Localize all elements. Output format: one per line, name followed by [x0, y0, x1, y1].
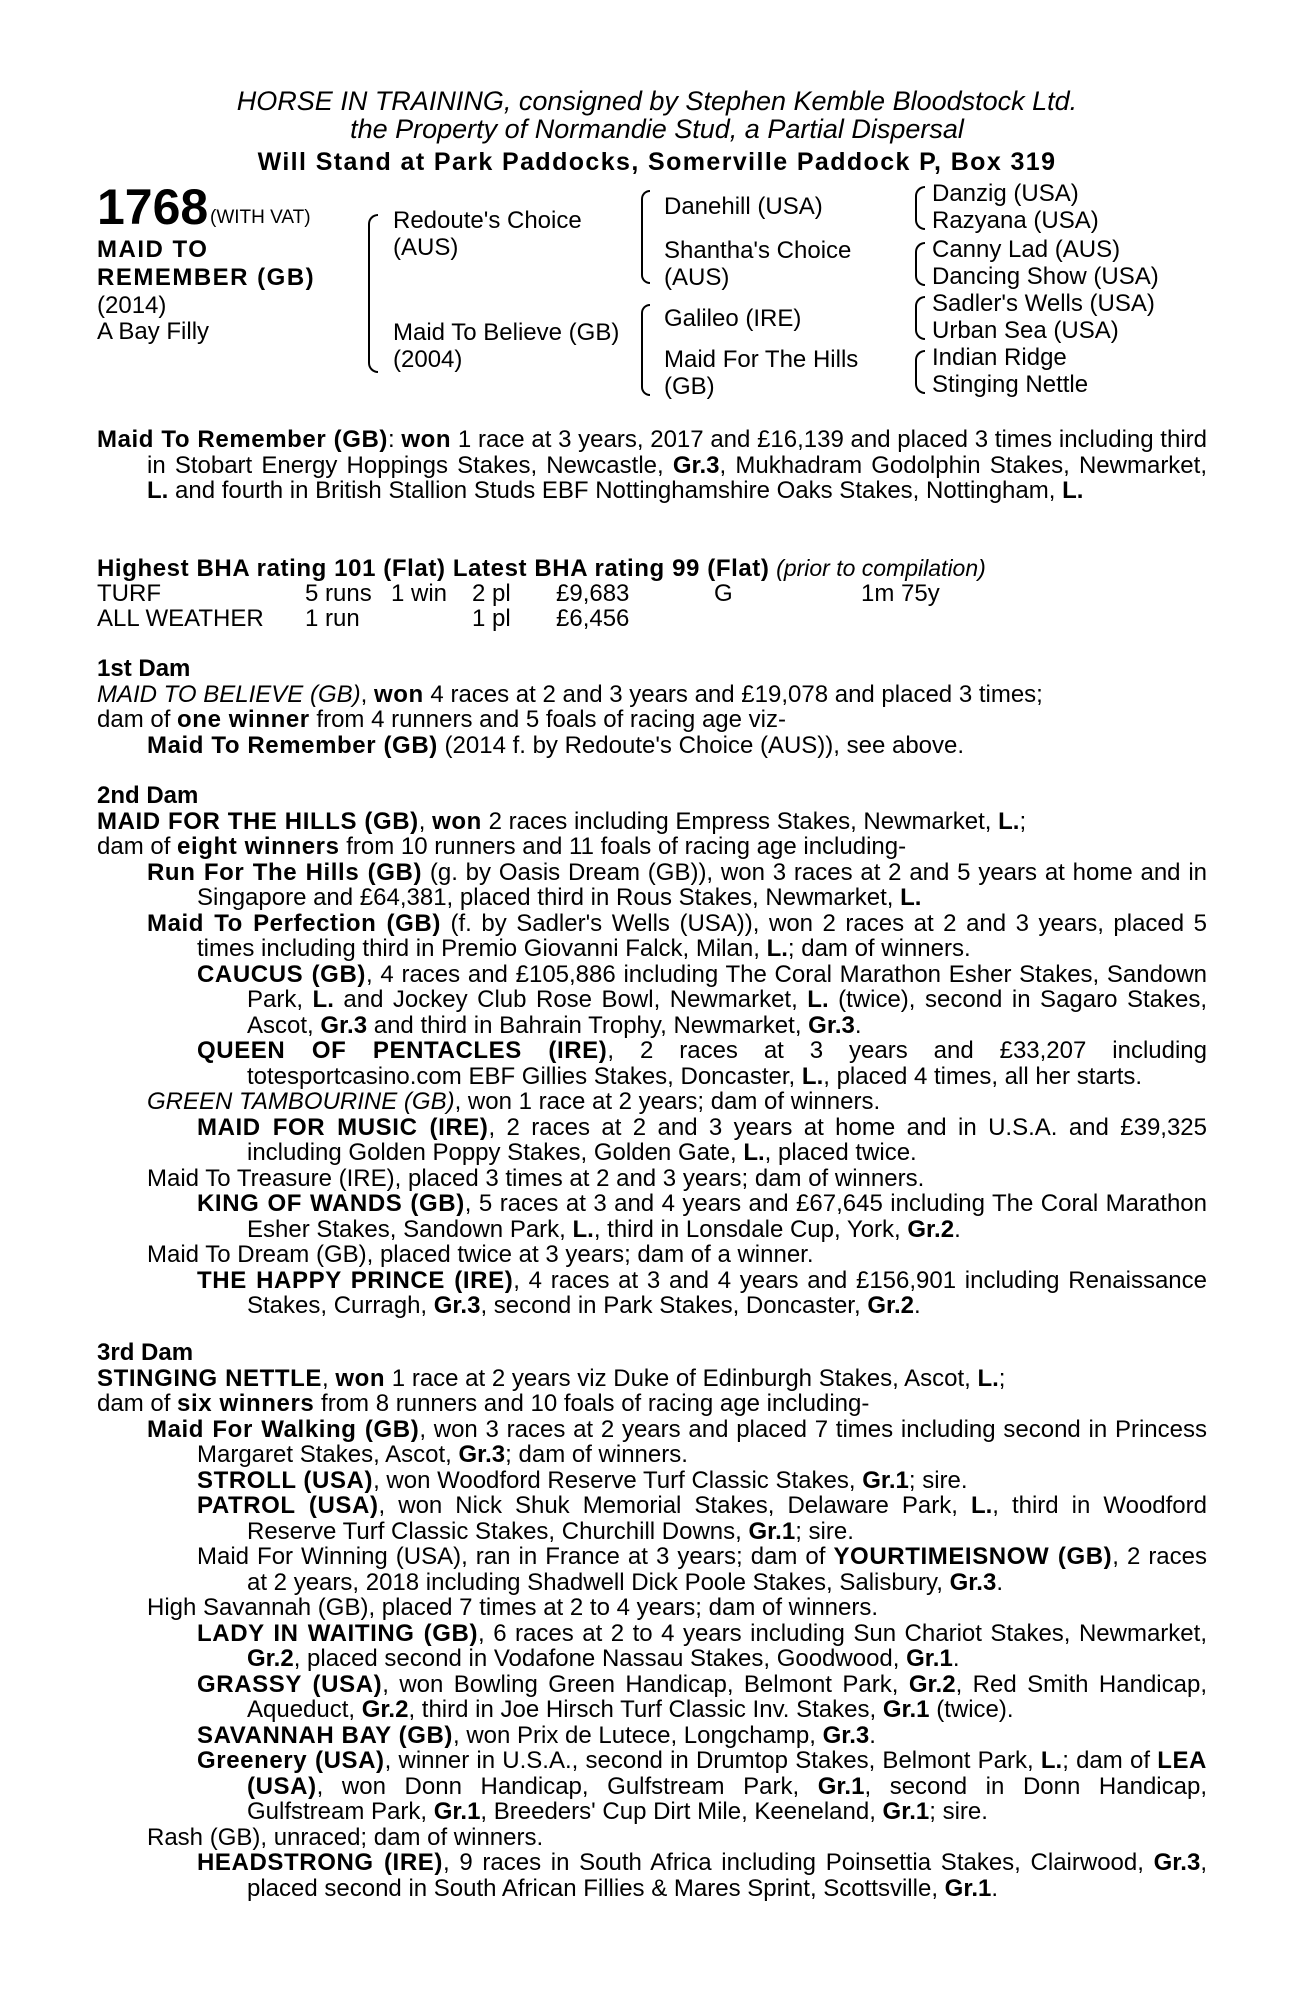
pedigree-sire-dam-line2: (AUS) — [664, 264, 730, 291]
horse-name-line1: MAID TO — [97, 236, 209, 263]
progeny-entry: HEADSTRONG (IRE), 9 races in South Africa including Poinsettia Stakes, Clairwood, Gr.3, placed second in South African Fillies & Mares Sprint, Scottsville, Gr.1. — [197, 1849, 1207, 1902]
progeny-name: Maid To Perfection (GB) — [147, 909, 441, 937]
progeny-name: QUEEN OF PENTACLES (IRE) — [197, 1037, 608, 1064]
second-dam-name: MAID FOR THE HILLS (GB) — [97, 807, 419, 835]
progeny-entry: High Savannah (GB), placed 7 times at 2 to 4 years; dam of winners. — [147, 1594, 879, 1621]
progeny-entry: Maid To Perfection (GB) (f. by Sadler's Wells (USA)), won 2 races at 2 and 3 years, placed 5 times including third in Premio Giovanni Falck, Milan, L.; dam of winners. — [147, 909, 1207, 962]
summary-horse-name: Maid To Remember (GB) — [97, 426, 388, 453]
dam-of-label: dam of — [97, 706, 178, 733]
horse-name-line2: REMEMBER (GB) — [97, 264, 316, 291]
rating-bold: Highest BHA rating 101 (Flat) Latest BHA rating 99 (Flat) — [97, 555, 770, 582]
pedigree-dam-line1: Maid To Believe (GB) — [393, 319, 620, 346]
won-label: won — [373, 680, 424, 708]
pedigree-gg8: Stinging Nettle — [932, 371, 1089, 398]
pedigree-brace-g3 — [915, 296, 925, 340]
pedigree-brace-g4 — [915, 350, 925, 394]
second-dam-section: 2nd Dam MAID FOR THE HILLS (GB), won 2 races including Empress Stakes, Newmarket, L.; dam of eight winners from 10 runners and 11 foals of racing age including- Run For The Hills (GB) (g. by Oasis Dream (GB)), won 3 races at 2 and 5 years at home and in Singapore and £64,381, placed third in Rous Stakes, Newmarket, L. Maid To Perfection (GB) (f. by Sadler's Wells (USA)), won 2 races at 2 and 3 years, placed 5 times including third in Premio Giovanni Falck, Milan, L.; dam of winners. CAUCUS (GB), 4 races and £105,886 including The Coral Marathon Esher Stakes, Sandown Park, L. and Jockey Club Rose Bowl, Newmarket, L. (twice), second in Sagaro Stakes, Ascot, Gr.3 and third in Bahrain Trophy, Newmarket, Gr.3. QUEEN OF PENTACLES (IRE), 2 races at 3 years and £33,207 including totesportcasino.com EBF Gillies Stakes, Doncaster, L., placed 4 times, all her starts. GREEN TAMBOURINE (GB), won 1 race at 2 years; dam of winners. MAID FOR MUSIC (IRE), 2 races at 2 and 3 years at home and in U.S.A. and £39,325 including Golden Poppy Stakes, Golden Gate, L., placed twice. Maid To Treasure (IRE), placed 3 times at 2 and 3 years; dam of winners. KING OF WANDS (GB), 5 races at 3 and 4 years and £67,645 including The Coral Marathon Esher Stakes, Sandown Park, L., third in Lonsdale Cup, York, Gr.2. Maid To Dream (GB), placed twice at 3 years; dam of a winner. THE HAPPY PRINCE (IRE), 4 races at 3 and 4 years and £156,901 including Renaissance Stakes, Curragh, Gr.3, second in Park Stakes, Doncaster, Gr.2. — [97, 782, 1208, 1319]
horse-year: (2014) — [97, 292, 167, 319]
progeny-entry: Maid To Treasure (IRE), placed 3 times at 2 and 3 years; dam of winners. — [147, 1164, 925, 1192]
pedigree-gg1: Danzig (USA) — [932, 180, 1079, 207]
progeny-entry: PATROL (USA), won Nick Shuk Memorial Stakes, Delaware Park, L., third in Woodford Reserve Turf Classic Stakes, Churchill Downs, Gr.1; sire. — [197, 1492, 1207, 1545]
listed-badge: L. — [147, 477, 169, 504]
progeny-name: CAUCUS (GB) — [197, 960, 366, 988]
pedigree-gg6: Urban Sea (USA) — [932, 317, 1119, 344]
progeny-name: LADY IN WAITING (GB) — [197, 1619, 479, 1647]
pedigree-gg4: Dancing Show (USA) — [932, 263, 1159, 290]
perf-row-turf-placed: 2 pl — [472, 580, 511, 607]
progeny-entry: STROLL (USA), won Woodford Reserve Turf Classic Stakes, Gr.1; sire. — [197, 1466, 968, 1494]
progeny-name: Maid To Remember (GB) — [147, 731, 438, 759]
header-property: the Property of Normandie Stud, a Partial Dispersal — [350, 114, 964, 144]
perf-row-turf-runs: 5 runs — [305, 580, 372, 607]
perf-row-aw-placed: 1 pl — [472, 605, 511, 632]
progeny-name: Maid For Walking (GB) — [147, 1415, 420, 1443]
listed-badge: L. — [1062, 477, 1084, 504]
progeny-name: GREEN TAMBOURINE (GB) — [147, 1088, 455, 1115]
pedigree-dam-line2: (2004) — [393, 346, 463, 373]
progeny-name: PATROL (USA) — [197, 1492, 379, 1519]
pedigree-sire-dam-line1: Shantha's Choice — [664, 237, 852, 264]
progeny-entry: Rash (GB), unraced; dam of winners. — [147, 1823, 544, 1851]
pedigree-gg5: Sadler's Wells (USA) — [932, 290, 1155, 317]
progeny-entry: QUEEN OF PENTACLES (IRE), 2 races at 3 years and £33,207 including totesportcasino.com EBF Gillies Stakes, Doncaster, L., placed 4 times, all her starts. — [197, 1037, 1207, 1090]
summary-text-1: 1 race at 3 years, 2017 and £16,139 and placed 3 times including third in Stobart Energy Hoppings Stakes, Newcastle, — [147, 426, 1207, 479]
listed-badge: L. — [977, 1364, 999, 1392]
runner-count-text: from 4 runners and 5 foals of racing age viz- — [309, 706, 786, 733]
header-consignor: HORSE IN TRAINING, consigned by Stephen Kemble Bloodstock Ltd. — [236, 86, 1078, 116]
runner-count-text: from 8 runners and 10 foals of racing age including- — [314, 1390, 870, 1417]
pedigree-dam-dam-line1: Maid For The Hills — [664, 346, 859, 373]
progeny-entry: Maid For Winning (USA), ran in France at 3 years; dam of YOURTIMEISNOW (GB), 2 races at 2 years, 2018 including Shadwell Dick Poole Stakes, Salisbury, Gr.3. — [197, 1543, 1208, 1596]
progeny-name: Run For The Hills (GB) — [147, 858, 423, 886]
pedigree-brace-dam — [641, 304, 650, 396]
summary-won: won — [401, 426, 452, 453]
winner-count: eight winners — [177, 833, 340, 860]
perf-row-turf-money: £9,683 — [556, 580, 630, 607]
perf-row-aw-money: £6,456 — [556, 605, 630, 632]
pedigree-brace-sire — [641, 190, 650, 284]
pedigree-gg3: Canny Lad (AUS) — [932, 236, 1121, 263]
perf-row-aw-runs: 1 run — [305, 605, 360, 632]
pedigree-gg7: Indian Ridge — [932, 344, 1067, 371]
progeny-entry: Maid For Walking (GB), won 3 races at 2 years and placed 7 times including second in Princess Margaret Stakes, Ascot, Gr.3; dam of winners. — [147, 1415, 1208, 1468]
first-dam-heading: 1st Dam — [97, 655, 191, 682]
rating-line — [97, 555, 986, 583]
progeny-name: MAID FOR MUSIC (IRE) — [197, 1113, 489, 1141]
won-label: won — [335, 1364, 386, 1392]
progeny-entry: Maid To Dream (GB), placed twice at 3 years; dam of a winner. — [147, 1241, 814, 1268]
progeny-name: LEA (USA) — [247, 1747, 1207, 1800]
pedigree-brace-g2 — [915, 242, 925, 286]
progeny-name: YOURTIMEISNOW (GB) — [833, 1543, 1113, 1570]
third-dam-name: STINGING NETTLE — [97, 1364, 322, 1392]
pedigree-sire-line2: (AUS) — [393, 234, 459, 261]
winner-count: six winners — [177, 1390, 315, 1417]
first-dam-name: MAID TO BELIEVE (GB) — [97, 680, 361, 708]
second-dam-text: 2 races including Empress Stakes, Newmarket, — [481, 807, 999, 835]
progeny-name: STROLL (USA) — [197, 1466, 374, 1494]
third-dam-text: 1 race at 2 years viz Duke of Edinburgh Stakes, Ascot, — [385, 1364, 978, 1392]
progeny-entry: SAVANNAH BAY (GB), won Prix de Lutece, Longchamp, Gr.3. — [197, 1721, 876, 1749]
summary-text-2: , Mukhadram Godolphin Stakes, Newmarket, — [719, 451, 1207, 479]
pedigree-sire-sire: Danehill (USA) — [664, 193, 823, 220]
first-dam-text: 4 races at 2 and 3 years and £19,078 and placed 3 times; — [423, 680, 1043, 708]
third-dam-section: 3rd Dam STINGING NETTLE, won 1 race at 2 years viz Duke of Edinburgh Stakes, Ascot, L.; dam of six winners from 8 runners and 10 foals of racing age including- Maid For Walking (GB), won 3 races at 2 years and placed 7 times including second in Princess Margaret Stakes, Ascot, Gr.3; dam of winners. STROLL (USA), won Woodford Reserve Turf Classic Stakes, Gr.1; sire. PATROL (USA), won Nick Shuk Memorial Stakes, Delaware Park, L., third in Woodford Reserve Turf Classic Stakes, Churchill Downs, Gr.1; sire. Maid For Winning (USA), ran in France at 3 years; dam of YOURTIMEISNOW (GB), 2 races at 2 years, 2018 including Shadwell Dick Poole Stakes, Salisbury, Gr.3. High Savannah (GB), placed 7 times at 2 to 4 years; dam of winners. LADY IN WAITING (GB), 6 races at 2 to 4 years including Sun Chariot Stakes, Newmarket, Gr.2, placed second in Vodafone Nassau Stakes, Goodwood, Gr.1. GRASSY (USA), won Bowling Green Handicap, Belmont Park, Gr.2, Red Smith Handicap, Aqueduct, Gr.2, third in Joe Hirsch Turf Classic Inv. Stakes, Gr.1 (twice). SAVANNAH BAY (GB), won Prix de Lutece, Longchamp, Gr.3. Greenery (USA), winner in U.S.A., second in Drumtop Stakes, Belmont Park, L.; dam of LEA (USA), won Donn Handicap, Gulfstream Park, Gr.1, second in Donn Handicap, Gulfstream Park, Gr.1, Breeders' Cup Dirt Mile, Keeneland, Gr.1; sire. Rash (GB), unraced; dam of winners. HEADSTRONG (IRE), 9 races in South Africa including Poinsettia Stakes, Clairwood, Gr.3, placed second in South African Fillies & Mares Sprint, Scottsville, Gr.1. — [97, 1339, 1208, 1902]
progeny-text: (2014 f. by Redoute's Choice (AUS)), see above. — [437, 731, 965, 759]
pedigree-dam-sire: Galileo (IRE) — [664, 305, 802, 332]
rating-note: (prior to compilation) — [776, 555, 986, 581]
pedigree-brace-g1 — [915, 186, 925, 230]
race-summary: Maid To Remember (GB): won 1 race at 3 years, 2017 and £16,139 and placed 3 times including third in Stobart Energy Hoppings Stakes, Newcastle, Gr.3, Mukhadram Godolphin Stakes, Newmarket, L. and fourth in British Stallion Studs EBF Nottinghamshire Oaks Stakes, Nottingham, L. — [97, 426, 1207, 504]
progeny-entry: LADY IN WAITING (GB), 6 races at 2 to 4 years including Sun Chariot Stakes, Newmarket, Gr.2, placed second in Vodafone Nassau Stakes, Goodwood, Gr.1. — [197, 1619, 1207, 1672]
listed-badge: L. — [998, 807, 1020, 835]
dam-of-label: dam of — [97, 833, 178, 860]
header-location: Will Stand at Park Paddocks, Somerville Paddock P, Box 319 — [257, 148, 1057, 176]
progeny-entry: GREEN TAMBOURINE (GB), won 1 race at 2 years; dam of winners. — [147, 1088, 881, 1115]
progeny-name: THE HAPPY PRINCE (IRE) — [197, 1266, 514, 1294]
lot-vat: (WITH VAT) — [210, 207, 311, 228]
progeny-entry: CAUCUS (GB), 4 races and £105,886 including The Coral Marathon Esher Stakes, Sandown Park, L. and Jockey Club Rose Bowl, Newmarket, L. (twice), second in Sagaro Stakes, Ascot, Gr.3 and third in Bahrain Trophy, Newmarket, Gr.3. — [197, 960, 1208, 1039]
pedigree-gg2: Razyana (USA) — [932, 207, 1099, 234]
first-dam-section: 1st Dam MAID TO BELIEVE (GB), won 4 races at 2 and 3 years and £19,078 and placed 3 times; dam of one winner from 4 runners and 5 foals of racing age viz- Maid To Remember (GB) (2014 f. by Redoute's Choice (AUS)), see above. — [97, 656, 1207, 758]
progeny-name: KING OF WANDS (GB) — [197, 1190, 465, 1217]
progeny-entry: THE HAPPY PRINCE (IRE), 4 races at 3 and 4 years and £156,901 including Renaissance Stakes, Curragh, Gr.3, second in Park Stakes, Doncaster, Gr.2. — [197, 1266, 1207, 1319]
progeny-entry: Run For The Hills (GB) (g. by Oasis Dream (GB)), won 3 races at 2 and 5 years at home and in Singapore and £64,381, placed third in Rous Stakes, Newmarket, L. — [147, 858, 1207, 911]
perf-row-turf-going: G — [714, 580, 733, 607]
progeny-entry: MAID FOR MUSIC (IRE), 2 races at 2 and 3 years at home and in U.S.A. and £39,325 including Golden Poppy Stakes, Golden Gate, L., placed twice. — [197, 1113, 1208, 1166]
third-dam-heading: 3rd Dam — [97, 1339, 194, 1366]
grade-badge: Gr.3 — [672, 451, 720, 479]
runner-count-text: from 10 runners and 11 foals of racing age including- — [339, 833, 907, 860]
perf-row-aw-surface: ALL WEATHER — [97, 605, 264, 632]
perf-row-turf-distance: 1m 75y — [861, 580, 940, 607]
perf-row-turf-surface: TURF — [97, 580, 161, 607]
winner-count: one winner — [177, 706, 310, 733]
summary-text-3: and fourth in British Stallion Studs EBF Nottinghamshire Oaks Stakes, Nottingham, — [168, 477, 1063, 504]
lot-number: 1768 — [97, 179, 209, 235]
pedigree-sire-line1: Redoute's Choice — [393, 207, 582, 234]
progeny-entry: KING OF WANDS (GB), 5 races at 3 and 4 years and £67,645 including The Coral Marathon Esher Stakes, Sandown Park, L., third in Lonsdale Cup, York, Gr.2. — [197, 1190, 1207, 1243]
progeny-name: HEADSTRONG (IRE) — [197, 1849, 443, 1876]
won-label: won — [432, 807, 482, 835]
dam-of-label: dam of — [97, 1390, 178, 1417]
progeny-name: SAVANNAH BAY (GB) — [197, 1721, 454, 1749]
perf-row-turf-wins: 1 win — [391, 580, 448, 607]
progeny-entry: GRASSY (USA), won Bowling Green Handicap, Belmont Park, Gr.2, Red Smith Handicap, Aqueduct, Gr.2, third in Joe Hirsch Turf Classic Inv. Stakes, Gr.1 (twice). — [197, 1670, 1207, 1723]
progeny-entry: Greenery (USA), winner in U.S.A., second in Drumtop Stakes, Belmont Park, L.; dam of LEA (USA), won Donn Handicap, Gulfstream Park, Gr.1, second in Donn Handicap, Gulfstream Park, Gr.1, Breeders' Cup Dirt Mile, Keeneland, Gr.1; sire. — [197, 1747, 1207, 1825]
progeny-name: Greenery (USA) — [197, 1747, 385, 1774]
horse-description: A Bay Filly — [97, 318, 210, 345]
second-dam-heading: 2nd Dam — [97, 782, 199, 809]
pedigree-brace-main — [368, 214, 378, 373]
pedigree-dam-dam-line2: (GB) — [664, 373, 715, 400]
progeny-name: GRASSY (USA) — [197, 1670, 383, 1698]
